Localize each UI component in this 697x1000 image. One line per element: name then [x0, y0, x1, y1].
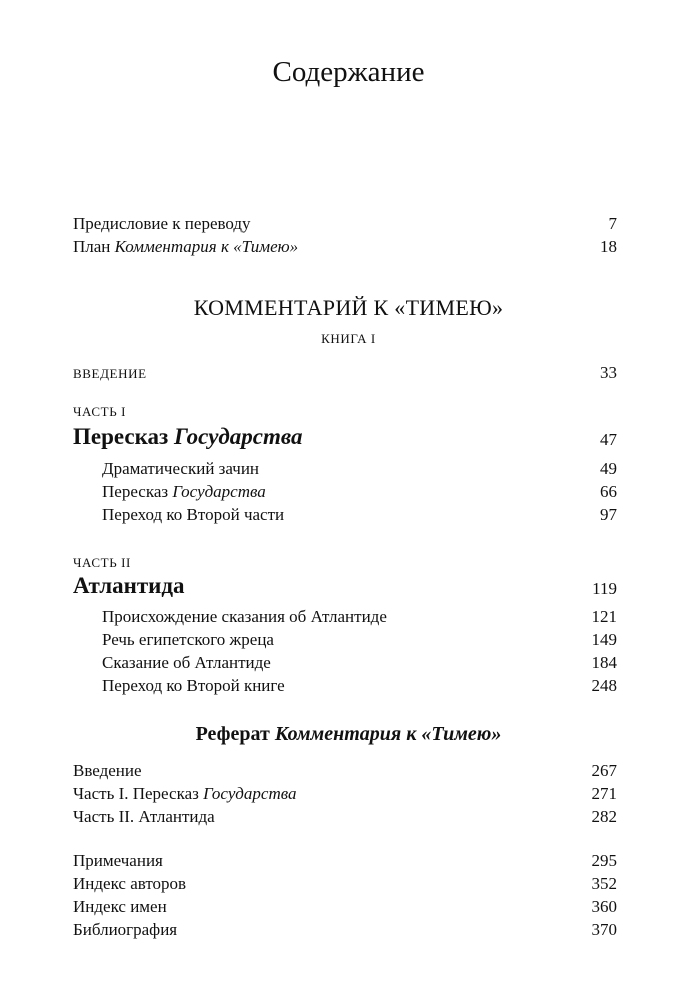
toc-entry-page: 282 — [591, 807, 617, 826]
toc-entry-label: Введение — [73, 761, 142, 780]
toc-entry-label-italic: Комментария к «Тимею» — [114, 237, 299, 256]
toc-entry-label: Переход ко Второй части — [102, 505, 285, 524]
toc-entry-page: 33 — [600, 363, 617, 382]
book-label: КНИГА I — [321, 331, 376, 346]
toc-entry-page: 352 — [591, 874, 617, 893]
part-title — [73, 424, 303, 450]
toc-entry-label-plain: Часть I. Пересказ — [73, 784, 204, 803]
toc-entry-page: 149 — [591, 630, 617, 649]
toc-entry-page: 121 — [591, 607, 617, 626]
part-label: ЧАСТЬ II — [73, 555, 131, 570]
toc-entry-label-italic: Государства — [203, 784, 297, 803]
toc-entry-page: 47 — [600, 430, 617, 449]
toc-entry-label: Часть II. Атлантида — [73, 807, 215, 826]
toc-entry-page: 271 — [591, 784, 617, 803]
toc-entry-label: Сказание об Атлантиде — [102, 653, 271, 672]
toc-entry-label: Примечания — [73, 851, 163, 870]
section-heading-plain: Реферат — [195, 723, 275, 745]
toc-entry-label-plain: План — [73, 237, 115, 256]
toc-entry-page: 267 — [591, 761, 617, 780]
toc-entry-page: 360 — [591, 897, 617, 916]
toc-entry-label: Драматический зачин — [102, 459, 260, 478]
toc-entry-page: 370 — [591, 920, 617, 939]
toc-entry-page: 18 — [600, 237, 617, 256]
toc-entry-page: 119 — [592, 579, 617, 598]
section-heading-italic: Комментария к «Тимею» — [274, 723, 502, 745]
toc-entry-label: Предисловие к переводу — [73, 214, 251, 233]
toc-entry-page: 248 — [591, 676, 617, 695]
toc-entry-page: 49 — [600, 459, 617, 478]
toc-entry-label: ВВЕДЕНИЕ — [73, 366, 147, 381]
toc-entry-page: 184 — [591, 653, 617, 672]
part-title-italic: Государства — [173, 424, 303, 449]
toc-entry-page: 295 — [591, 851, 617, 870]
toc-entry-page: 97 — [600, 505, 617, 524]
toc-entry-label: Индекс авторов — [73, 874, 187, 893]
part-title-plain: Пересказ — [73, 424, 174, 449]
toc-entry-page: 7 — [608, 214, 617, 233]
toc-entry-label-italic: Государства — [172, 482, 266, 501]
toc-entry-label: Индекс имен — [73, 897, 167, 916]
toc-entry-label — [73, 784, 297, 804]
toc-entry-label: Происхождение сказания об Атлантиде — [102, 607, 387, 626]
part-label: ЧАСТЬ I — [73, 404, 127, 419]
section-heading: КОММЕНТАРИЙ К «ТИМЕЮ» — [193, 295, 504, 320]
toc-entry-label-plain: Пересказ — [102, 482, 173, 501]
toc-entry-label: Речь египетского жреца — [102, 630, 274, 649]
toc-entry-label: Переход ко Второй книге — [102, 676, 285, 695]
toc-entry-label: Библиография — [73, 920, 178, 939]
toc-entry-label — [73, 237, 298, 257]
part-title: Атлантида — [73, 573, 185, 598]
page-title: Содержание — [272, 56, 425, 88]
toc-entry-label — [102, 482, 266, 502]
toc-entry-page: 66 — [600, 482, 617, 501]
section-heading — [0, 723, 697, 746]
